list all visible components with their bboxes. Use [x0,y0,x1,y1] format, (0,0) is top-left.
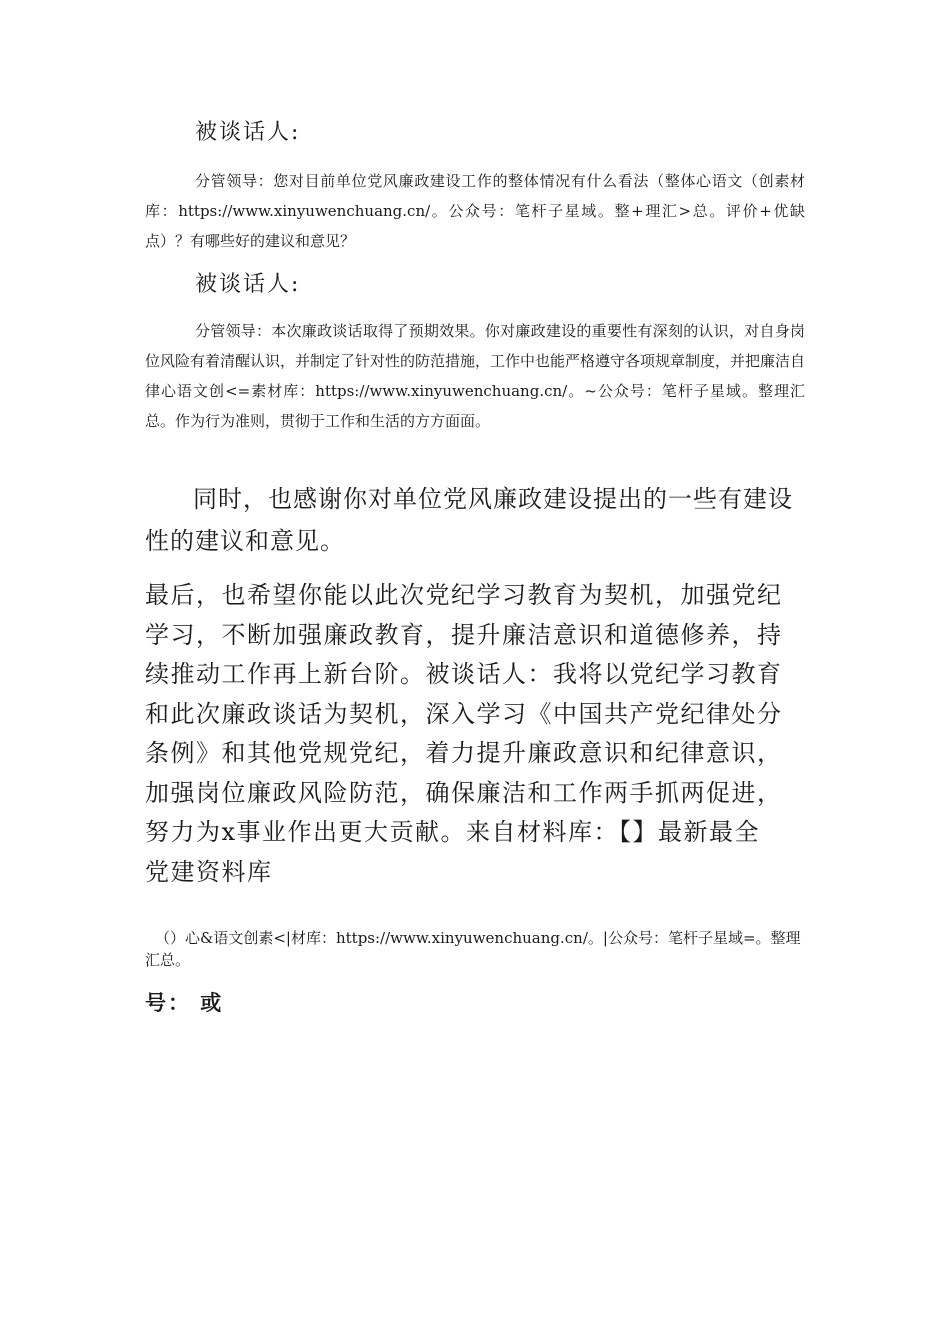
speaker-label: 被谈话人: [195,272,301,297]
source-note: （）心&语文创素<|材库：https://www.xinyuwenchuang.cn/。|公众号：笔杆子星域=。整理汇总。 [145,929,801,969]
speaker-label: 被谈话人: [195,120,301,145]
leader-summary-paragraph: 分管领导：本次廉政谈话取得了预期效果。你对廉政建设的重要性有深刻的认识，对自身岗位风险有着清醒认识，并制定了针对性的防范措施，工作中也能严格遵守各项规章制度，并把廉洁自律心语文创<=素材库：https://www.xinyuwenchuang.cn/。~公众号：笔杆子星域。整理汇总。作为行为准则，贯彻于工作和生活的方方面面。 [145,322,806,430]
thanks-paragraph: 同时，也感谢你对单位党风廉政建设提出的一些有建设性的建议和意见。 [145,485,793,555]
leader-question-paragraph: 分管领导：您对目前单位党风廉政建设工作的整体情况有什么看法（整体心语文（创素材库：https://www.xinyuwenchuang.cn/。公众号：笔杆子星域。整+理汇>总。评价+优缺点）？有哪些好的建议和意见？ [145,172,805,250]
footer-text: 号： 或 [145,991,224,1015]
closing-paragraph: 最后，也希望你能以此次党纪学习教育为契机，加强党纪学习，不断加强廉政教育，提升廉洁意识和道德修养，持续推动工作再上新台阶。被谈话人：我将以党纪学习教育和此次廉政谈话为契机，深入学习《中国共产党纪律处分条例》和其他党规党纪，着力提升廉政意识和纪律意识，加强岗位廉政风险防范，确保廉洁和工作两手抓两促进，努力为x事业作出更大贡献。来自材料库：【】最新最全党建资料库 [145,581,783,886]
